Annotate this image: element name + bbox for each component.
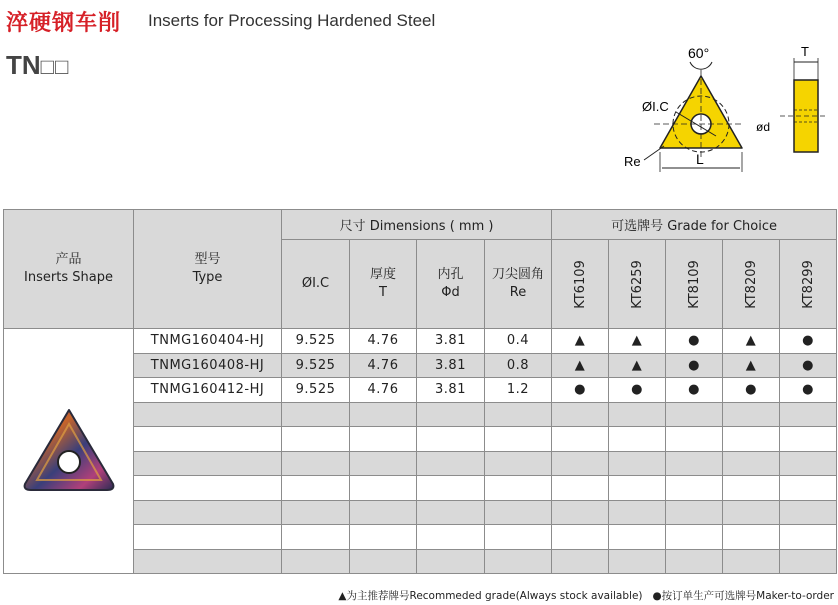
table-cell: ▲ — [609, 329, 666, 354]
table-cell — [609, 549, 666, 574]
table-cell: 9.525 — [282, 329, 350, 354]
table-cell: ▲ — [552, 329, 609, 354]
table-row — [4, 329, 837, 354]
table-cell: 3.81 — [417, 329, 485, 354]
table-cell — [552, 525, 609, 550]
type-header: 型号 Type — [134, 210, 282, 329]
table-cell: ● — [780, 353, 837, 378]
table-cell — [282, 500, 350, 525]
table-cell: TNMG160412-HJ — [134, 378, 282, 403]
grade-header: 可选牌号 Grade for Choice — [552, 210, 837, 240]
table-cell: ● — [666, 329, 723, 354]
table-cell — [417, 451, 485, 476]
table-cell — [723, 451, 780, 476]
table-cell — [552, 476, 609, 501]
tnmg-insert-icon — [19, 404, 119, 494]
table-cell — [134, 402, 282, 427]
table-cell: ● — [552, 378, 609, 403]
table-cell: ▲ — [552, 353, 609, 378]
table-cell — [417, 427, 485, 452]
table-cell — [282, 549, 350, 574]
table-cell: ▲ — [609, 353, 666, 378]
table-cell — [552, 549, 609, 574]
shape-header: 产品 Inserts Shape — [4, 210, 134, 329]
table-cell — [485, 451, 552, 476]
ic-label: ØI.C — [642, 99, 669, 114]
angle-arc — [690, 62, 712, 69]
grade-column-header: KT8109 — [666, 240, 723, 329]
table-cell — [282, 451, 350, 476]
table-cell — [350, 402, 417, 427]
t-label: T — [801, 44, 809, 59]
table-cell — [609, 402, 666, 427]
table-cell — [723, 427, 780, 452]
table-cell — [780, 427, 837, 452]
table-cell — [350, 500, 417, 525]
table-cell: ● — [780, 378, 837, 403]
legend-maker-to-order: ●按订单生产可选牌号Maker-to-order — [652, 590, 834, 602]
table-cell — [723, 549, 780, 574]
table-cell — [666, 525, 723, 550]
table-cell: 3.81 — [417, 378, 485, 403]
table-cell — [417, 549, 485, 574]
dim-column-header: 厚度 T — [350, 240, 417, 329]
table-cell — [282, 402, 350, 427]
table-cell — [552, 500, 609, 525]
table-cell: 3.81 — [417, 353, 485, 378]
table-cell: TNMG160408-HJ — [134, 353, 282, 378]
table-cell: 1.2 — [485, 378, 552, 403]
grade-column-header: KT6109 — [552, 240, 609, 329]
grade-column-header: KT6259 — [609, 240, 666, 329]
table-cell — [134, 427, 282, 452]
table-cell — [666, 500, 723, 525]
table-cell — [134, 500, 282, 525]
insert-shape-image — [4, 329, 134, 574]
table-cell: ● — [609, 378, 666, 403]
table-cell — [134, 525, 282, 550]
table-cell — [134, 476, 282, 501]
table-cell: 4.76 — [350, 353, 417, 378]
table-cell — [666, 549, 723, 574]
dim-column-header: ØI.C — [282, 240, 350, 329]
table-cell — [723, 476, 780, 501]
table-cell — [350, 549, 417, 574]
table-cell: TNMG160404-HJ — [134, 329, 282, 354]
table-cell — [780, 451, 837, 476]
table-cell — [282, 476, 350, 501]
table-cell: 9.525 — [282, 378, 350, 403]
table-cell — [417, 500, 485, 525]
series-code — [6, 50, 69, 81]
legend-footnote — [338, 588, 834, 603]
series-suffix: □□ — [40, 54, 70, 79]
table-cell: 0.4 — [485, 329, 552, 354]
insert-spec-table — [3, 209, 837, 574]
table-cell: ● — [723, 378, 780, 403]
table-cell — [780, 402, 837, 427]
d-label: ød — [756, 120, 771, 134]
table-cell: 4.76 — [350, 378, 417, 403]
grade-column-header: KT8209 — [723, 240, 780, 329]
table-cell — [417, 402, 485, 427]
table-cell — [666, 402, 723, 427]
table-cell — [485, 549, 552, 574]
table-cell — [485, 525, 552, 550]
table-cell — [609, 525, 666, 550]
table-cell — [552, 427, 609, 452]
table-cell — [417, 476, 485, 501]
table-cell — [666, 451, 723, 476]
table-cell — [134, 549, 282, 574]
table-cell: 4.76 — [350, 329, 417, 354]
angle-label: 60° — [688, 45, 710, 61]
grade-column-header: KT8299 — [780, 240, 837, 329]
series-name: TN — [6, 50, 41, 80]
table-cell — [282, 525, 350, 550]
table-cell: ● — [666, 378, 723, 403]
table-cell — [780, 476, 837, 501]
insert-dimension-diagram — [614, 40, 836, 180]
table-cell — [609, 476, 666, 501]
table-cell — [609, 451, 666, 476]
re-leader — [644, 146, 664, 160]
table-cell — [350, 476, 417, 501]
table-cell — [666, 476, 723, 501]
table-cell — [485, 500, 552, 525]
table-cell — [609, 427, 666, 452]
table-cell: ▲ — [723, 353, 780, 378]
table-cell — [485, 427, 552, 452]
dim-column-header: 刀尖圆角 Re — [485, 240, 552, 329]
table-cell — [723, 402, 780, 427]
table-cell — [417, 525, 485, 550]
table-cell — [485, 402, 552, 427]
table-cell — [666, 427, 723, 452]
dimensions-header: 尺寸 Dimensions ( mm ) — [282, 210, 552, 240]
table-cell: ▲ — [723, 329, 780, 354]
table-cell — [350, 427, 417, 452]
dim-column-header: 内孔 Φd — [417, 240, 485, 329]
table-cell: 0.8 — [485, 353, 552, 378]
table-cell — [350, 451, 417, 476]
table-cell — [485, 476, 552, 501]
table-cell — [723, 500, 780, 525]
l-label: L — [696, 151, 704, 167]
table-cell — [780, 549, 837, 574]
re-label: Re — [624, 154, 641, 169]
table-cell: ● — [780, 329, 837, 354]
table-cell — [780, 500, 837, 525]
table-cell — [350, 525, 417, 550]
table-cell — [723, 525, 780, 550]
table-cell — [552, 402, 609, 427]
legend-recommended: ▲为主推荐牌号Recommeded grade(Always stock available) — [338, 590, 643, 602]
table-cell — [552, 451, 609, 476]
table-cell — [282, 427, 350, 452]
title-chinese: 淬硬钢车削 — [6, 11, 122, 36]
table-cell — [609, 500, 666, 525]
table-cell — [134, 451, 282, 476]
table-cell: ● — [666, 353, 723, 378]
table-cell: 9.525 — [282, 353, 350, 378]
table-cell — [780, 525, 837, 550]
title-english: Inserts for Processing Hardened Steel — [148, 11, 436, 30]
